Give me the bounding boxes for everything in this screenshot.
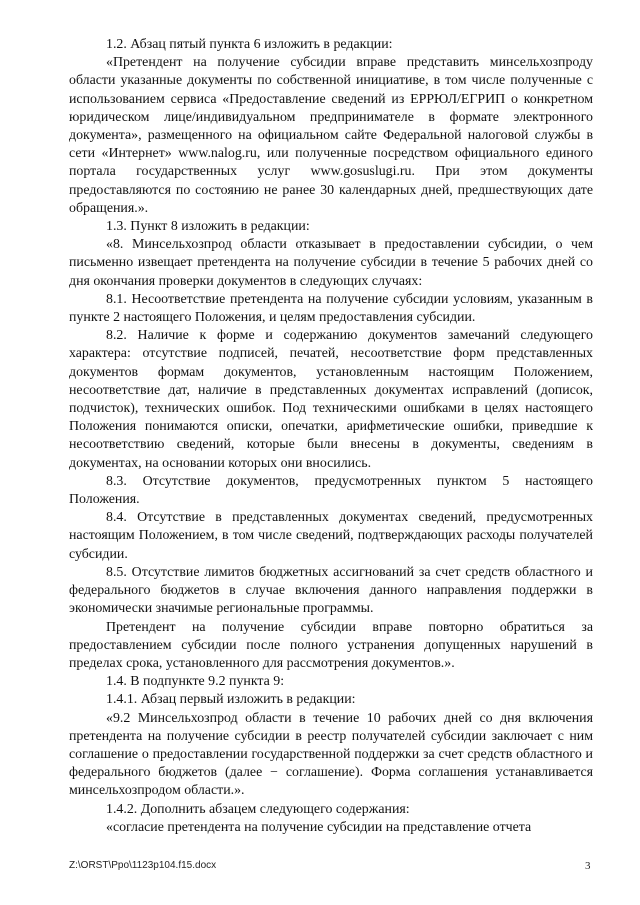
paragraph-8: «8. Минсельхозпрод области отказывает в предоставлении субсидии, о чем письменно извещает претендента на получение субсидии в течение 5 рабочих дней со дня окончания проверки документов в следующих случаях: [69, 237, 593, 289]
paragraph-8-2: 8.2. Наличие к форме и содержанию документов замечаний следующего характера: отсутствие подписей, печатей, несоответствие форм представленных документов формам документов, установленным настоящим Положением, несоответствие дат, наличие в представленных документах исправлений (дописок, подчисток), технических ошибок. Под техническими ошибками в целях настоящего Положения понимаются описки, опечатки, арифметические ошибки, приведшие к несоответствию сведений, которые были внесены в документы, сведениям в документах, на основании которых они вносились. [69, 328, 593, 471]
paragraph-applicant-right: «Претендент на получение субсидии вправе представить минсельхозпроду области указанные документы по собственной инициативе, в том числе полученные с использованием сервиса «Предоставление сведений из ЕРРЮЛ/ЕГРИП о конкретном юридическом лице/индивидуальном предпринимателе в формате электронного документа», размещенного на официальном сайте Федеральной налоговой службы в сети «Интернет» www.nalog.ru, или полученные посредством официального единого портала государственных услуг www.gosuslugi.ru. При этом документы предоставляются по состоянию не ранее 30 календарных дней, предшествующих дате обращения.». [69, 55, 593, 216]
paragraph-9-2: «9.2 Минсельхозпрод области в течение 10 рабочих дней со дня включения претендента на получение субсидии в реестр получателей субсидии заключает с ним соглашение о предоставлении государственной поддержки за счет средств областного и федерального бюджетов (далее − соглашение). Форма соглашения устанавливается минсельхозпродом области.». [69, 710, 593, 799]
paragraph-8-4: 8.4. Отсутствие в представленных документах сведений, предусмотренных настоящим Положением, в том числе сведений, подтверждающих расходы получателей субсидии. [69, 510, 593, 562]
page-number: 3 [585, 860, 591, 872]
paragraph-consent: «согласие претендента на получение субсидии на представление отчета [106, 819, 532, 835]
paragraph-1-4: 1.4. В подпункте 9.2 пункта 9: [106, 674, 285, 690]
paragraph-8-3: 8.3. Отсутствие документов, предусмотренных пунктом 5 настоящего Положения. [69, 473, 593, 508]
paragraph-1-4-2: 1.4.2. Дополнить абзацем следующего содержания: [106, 801, 410, 817]
document-body [69, 36, 593, 837]
paragraph-8-1: 8.1. Несоответствие претендента на получение субсидии условиям, указанным в пункте 2 настоящего Положения, и целям предоставления субсидии. [69, 291, 593, 326]
footer-file-path: Z:\ORST\Ppo\1123p104.f15.docx [69, 860, 217, 871]
paragraph-1-3: 1.3. Пункт 8 изложить в редакции: [106, 219, 310, 235]
paragraph-1-2: 1.2. Абзац пятый пункта 6 изложить в редакции: [106, 37, 393, 52]
paragraph-reapply: Претендент на получение субсидии вправе повторно обратиться за предоставлением субсидии после полного устранения допущенных нарушений в пределах срока, установленного для рассмотрения документов.». [69, 619, 593, 671]
paragraph-1-4-1: 1.4.1. Абзац первый изложить в редакции: [106, 692, 356, 708]
paragraph-8-5: 8.5. Отсутствие лимитов бюджетных ассигнований за счет средств областного и федерального бюджетов в случае включения данного направления поддержки в экономически значимые региональные программы. [69, 564, 593, 617]
